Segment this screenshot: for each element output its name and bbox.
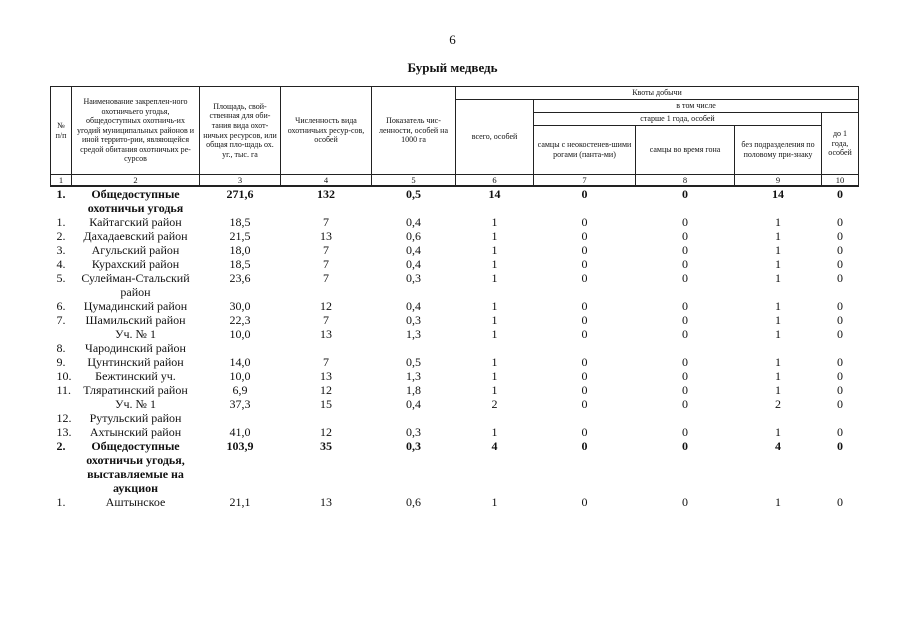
row-area: 271,6 (226, 187, 254, 202)
row-density: 0,3 (406, 271, 421, 286)
row-males-horns: 0 (581, 383, 588, 398)
row-under1: 0 (837, 271, 844, 286)
table-row (51, 495, 859, 509)
row-total: 1 (491, 425, 498, 440)
row-males-horns: 0 (581, 243, 588, 258)
header-total: всего, особей (456, 100, 534, 175)
row-index (51, 397, 72, 411)
row-no-sex: 2 (775, 397, 781, 412)
row-no-sex: 1 (775, 355, 781, 370)
row-index: 2. (56, 439, 66, 454)
row-name: Кайтагский район (89, 215, 182, 230)
row-total: 1 (491, 271, 498, 286)
table-row (51, 299, 859, 313)
table-row (51, 341, 859, 355)
row-area: 37,3 (229, 397, 251, 412)
row-total: 14 (488, 187, 501, 202)
row-population: 7 (323, 271, 329, 286)
header-num: № п/п (51, 87, 72, 175)
row-under1: 0 (837, 369, 844, 384)
row-name: Уч. № 1 (115, 327, 156, 342)
row-males-rut: 0 (682, 215, 688, 230)
row-density: 0,4 (406, 257, 421, 272)
row-males-horns: 0 (581, 313, 588, 328)
row-total: 4 (491, 439, 498, 454)
row-population: 13 (320, 495, 332, 510)
row-males-rut (636, 341, 735, 355)
row-under1 (822, 341, 859, 355)
row-no-sex: 1 (775, 383, 781, 398)
row-area (200, 341, 281, 355)
row-area: 23,6 (229, 271, 251, 286)
table-row (51, 229, 859, 243)
row-males-horns (534, 411, 636, 425)
row-density: 0,6 (406, 495, 421, 510)
row-total (456, 341, 534, 355)
row-name: Тляратинский район (83, 383, 188, 398)
row-under1: 0 (837, 439, 844, 454)
row-under1: 0 (837, 257, 844, 272)
row-under1: 0 (837, 187, 844, 202)
document-title: Бурый медведь (407, 60, 498, 75)
row-density: 1,3 (406, 369, 421, 384)
column-number: 6 (456, 175, 534, 187)
row-population: 12 (320, 425, 332, 440)
row-males-horns: 0 (581, 257, 588, 272)
row-total: 1 (491, 215, 498, 230)
row-name: Аштынское (105, 495, 166, 510)
header-no-sex: без подразделения по половому при-знаку (735, 126, 822, 175)
row-area: 18,0 (229, 243, 251, 258)
row-population: 13 (320, 369, 332, 384)
row-population: 7 (323, 215, 329, 230)
row-index: 10. (56, 369, 72, 384)
row-males-rut: 0 (682, 383, 688, 398)
row-under1: 0 (837, 397, 844, 412)
row-no-sex: 1 (775, 271, 781, 286)
row-under1: 0 (837, 425, 844, 440)
table-row (51, 215, 859, 229)
row-area: 30,0 (229, 299, 251, 314)
row-density: 0,3 (406, 313, 421, 328)
row-under1: 0 (837, 215, 844, 230)
row-under1: 0 (837, 313, 844, 328)
row-area: 18,5 (229, 215, 251, 230)
row-index: 3. (56, 243, 66, 258)
column-number-row (51, 175, 859, 187)
row-population: 7 (323, 313, 329, 328)
row-males-rut: 0 (682, 243, 688, 258)
row-total (456, 411, 534, 425)
row-males-horns: 0 (581, 397, 588, 412)
header-under1: до 1 года, особей (822, 113, 859, 175)
row-total: 1 (491, 327, 498, 342)
row-population: 12 (320, 299, 332, 314)
row-no-sex: 1 (775, 327, 781, 342)
header-density: Показатель чис-ленности, особей на 1000 га (372, 87, 456, 175)
row-name: Рутульский район (89, 411, 182, 426)
row-population: 7 (323, 257, 329, 272)
table-body (51, 186, 859, 509)
quota-table (50, 86, 859, 509)
column-number: 1 (51, 175, 72, 187)
row-population: 7 (323, 355, 329, 370)
row-index: 1. (56, 187, 66, 202)
row-index: 8. (56, 341, 66, 356)
row-name: Шамильский район (85, 313, 186, 328)
row-total: 1 (491, 243, 498, 258)
row-total: 1 (491, 257, 498, 272)
row-density (372, 411, 456, 425)
column-number: 3 (200, 175, 281, 187)
row-index: 2. (56, 229, 66, 244)
row-population: 13 (320, 327, 332, 342)
row-area (200, 411, 281, 425)
table-row (51, 369, 859, 383)
row-name: Уч. № 1 (115, 397, 156, 412)
row-males-horns: 0 (581, 425, 588, 440)
row-density (372, 341, 456, 355)
table-row (51, 355, 859, 369)
row-density: 0,5 (406, 187, 421, 202)
row-density: 0,4 (406, 215, 421, 230)
row-under1: 0 (837, 299, 844, 314)
row-density: 0,4 (406, 299, 421, 314)
row-density: 0,4 (406, 243, 421, 258)
row-population (281, 341, 372, 355)
row-total: 1 (491, 313, 498, 328)
row-no-sex: 4 (775, 439, 781, 454)
row-total: 1 (491, 299, 498, 314)
row-index: 5. (56, 271, 66, 286)
table-row (51, 411, 859, 425)
row-name: Цумадинский район (83, 299, 188, 314)
row-males-horns: 0 (581, 187, 588, 202)
row-males-rut: 0 (682, 257, 688, 272)
table-row (51, 439, 859, 495)
row-index: 13. (56, 425, 72, 440)
row-males-rut: 0 (682, 439, 688, 454)
row-males-rut: 0 (682, 299, 688, 314)
row-under1: 0 (837, 243, 844, 258)
row-index: 1. (56, 495, 66, 510)
row-males-horns: 0 (581, 215, 588, 230)
row-males-rut: 0 (682, 271, 688, 286)
row-no-sex: 1 (775, 369, 781, 384)
row-area: 10,0 (229, 369, 251, 384)
row-males-horns: 0 (581, 299, 588, 314)
row-under1: 0 (837, 229, 844, 244)
row-population: 15 (320, 397, 332, 412)
table-row (51, 327, 859, 341)
row-population: 12 (320, 383, 332, 398)
column-number: 8 (636, 175, 735, 187)
table-row (51, 186, 859, 215)
row-males-horns (534, 341, 636, 355)
header-males-horns: самцы с неокостенев-шими рогами (панта-ми) (534, 126, 636, 175)
row-population: 35 (320, 439, 332, 454)
table-row (51, 425, 859, 439)
row-index: 4. (56, 257, 66, 272)
column-number: 10 (822, 175, 859, 187)
row-no-sex: 1 (775, 243, 781, 258)
row-area: 41,0 (229, 425, 251, 440)
table-row (51, 313, 859, 327)
row-index (51, 327, 72, 341)
column-number: 2 (72, 175, 200, 187)
header-population: Численность вида охотничьих ресур-сов, особей (281, 87, 372, 175)
row-name: Чародинский район (85, 341, 186, 356)
row-index: 11. (56, 383, 72, 398)
row-total: 2 (491, 397, 498, 412)
column-number: 5 (372, 175, 456, 187)
row-males-rut: 0 (682, 229, 688, 244)
row-area: 21,1 (229, 495, 251, 510)
row-total: 1 (491, 229, 498, 244)
row-total: 1 (491, 383, 498, 398)
row-males-horns: 0 (581, 369, 588, 384)
row-area: 21,5 (229, 229, 251, 244)
row-area: 6,9 (232, 383, 248, 398)
column-number: 7 (534, 175, 636, 187)
row-name: Сулейман-Стальский район (81, 271, 190, 300)
row-males-rut (636, 411, 735, 425)
row-males-horns: 0 (581, 327, 588, 342)
row-name: Цунтинский район (87, 355, 184, 370)
row-population: 132 (317, 187, 335, 202)
row-no-sex: 1 (775, 425, 781, 440)
row-males-rut: 0 (682, 327, 688, 342)
row-males-horns: 0 (581, 229, 588, 244)
row-area: 10,0 (229, 327, 251, 342)
row-density: 1,8 (406, 383, 421, 398)
row-no-sex: 1 (775, 229, 781, 244)
row-no-sex (735, 341, 822, 355)
row-males-horns: 0 (581, 271, 588, 286)
row-males-rut: 0 (682, 495, 688, 510)
row-density: 0,5 (406, 355, 421, 370)
row-index: 1. (56, 215, 66, 230)
row-name: Ахтынский район (89, 425, 182, 440)
table-row (51, 257, 859, 271)
header-males-rut: самцы во время гона (636, 126, 735, 175)
row-males-rut: 0 (682, 187, 688, 202)
row-population: 7 (323, 243, 329, 258)
row-no-sex: 14 (772, 187, 784, 202)
row-under1: 0 (837, 327, 844, 342)
row-density: 1,3 (406, 327, 421, 342)
row-index: 9. (56, 355, 66, 370)
row-name: Агульский район (91, 243, 180, 258)
row-no-sex: 1 (775, 257, 781, 272)
table-row (51, 397, 859, 411)
header-incl: в том числе (534, 100, 859, 113)
row-area: 18,5 (229, 257, 251, 272)
row-under1: 0 (837, 355, 844, 370)
row-total: 1 (491, 369, 498, 384)
row-under1: 0 (837, 495, 844, 510)
row-no-sex: 1 (775, 313, 781, 328)
row-area: 14,0 (229, 355, 251, 370)
row-name: Общедоступные охотничьи угодья, выставляемые на аукцион (86, 439, 185, 496)
row-name: Курахский район (91, 257, 180, 272)
row-area: 22,3 (229, 313, 251, 328)
row-name: Общедоступные охотничьи угодья (87, 187, 184, 216)
row-males-rut: 0 (682, 425, 688, 440)
row-density: 0,3 (406, 439, 421, 454)
row-density: 0,3 (406, 425, 421, 440)
row-under1 (822, 411, 859, 425)
table-row (51, 271, 859, 299)
row-density: 0,4 (406, 397, 421, 412)
table-row (51, 383, 859, 397)
row-total: 1 (491, 495, 498, 510)
row-total: 1 (491, 355, 498, 370)
row-males-rut: 0 (682, 313, 688, 328)
row-males-rut: 0 (682, 397, 688, 412)
table-row (51, 243, 859, 257)
row-no-sex: 1 (775, 299, 781, 314)
row-under1: 0 (837, 383, 844, 398)
row-name: Дахадаевский район (83, 229, 188, 244)
row-males-horns: 0 (581, 355, 588, 370)
row-area: 103,9 (226, 439, 254, 454)
header-name: Наименование закреплен-ного охотничьего угодья, общедоступных охотничь-их угодий муниципальных районов и иной террито-рии, являющейся средой обитания охотничьих ре-сурсов (72, 87, 200, 175)
row-index: 7. (56, 313, 66, 328)
header-area: Площадь, свой-ственная для оби-тания вида охот-ничьих ресурсов, или общая пло-щадь ох. уг., тыс. га (200, 87, 281, 175)
row-males-horns: 0 (581, 439, 588, 454)
row-no-sex: 1 (775, 495, 781, 510)
row-density: 0,6 (406, 229, 421, 244)
row-no-sex: 1 (775, 215, 781, 230)
row-population: 13 (320, 229, 332, 244)
row-population (281, 411, 372, 425)
row-name: Бежтинский уч. (95, 369, 176, 384)
header-quotas: Квоты добычи (456, 87, 859, 100)
header-older: старше 1 года, особей (534, 113, 822, 126)
column-number: 9 (735, 175, 822, 187)
row-index: 6. (56, 299, 66, 314)
row-no-sex (735, 411, 822, 425)
row-males-rut: 0 (682, 369, 688, 384)
page-number: 6 (449, 32, 456, 47)
row-males-rut: 0 (682, 355, 688, 370)
column-number: 4 (281, 175, 372, 187)
row-males-horns: 0 (581, 495, 588, 510)
row-index: 12. (56, 411, 72, 426)
